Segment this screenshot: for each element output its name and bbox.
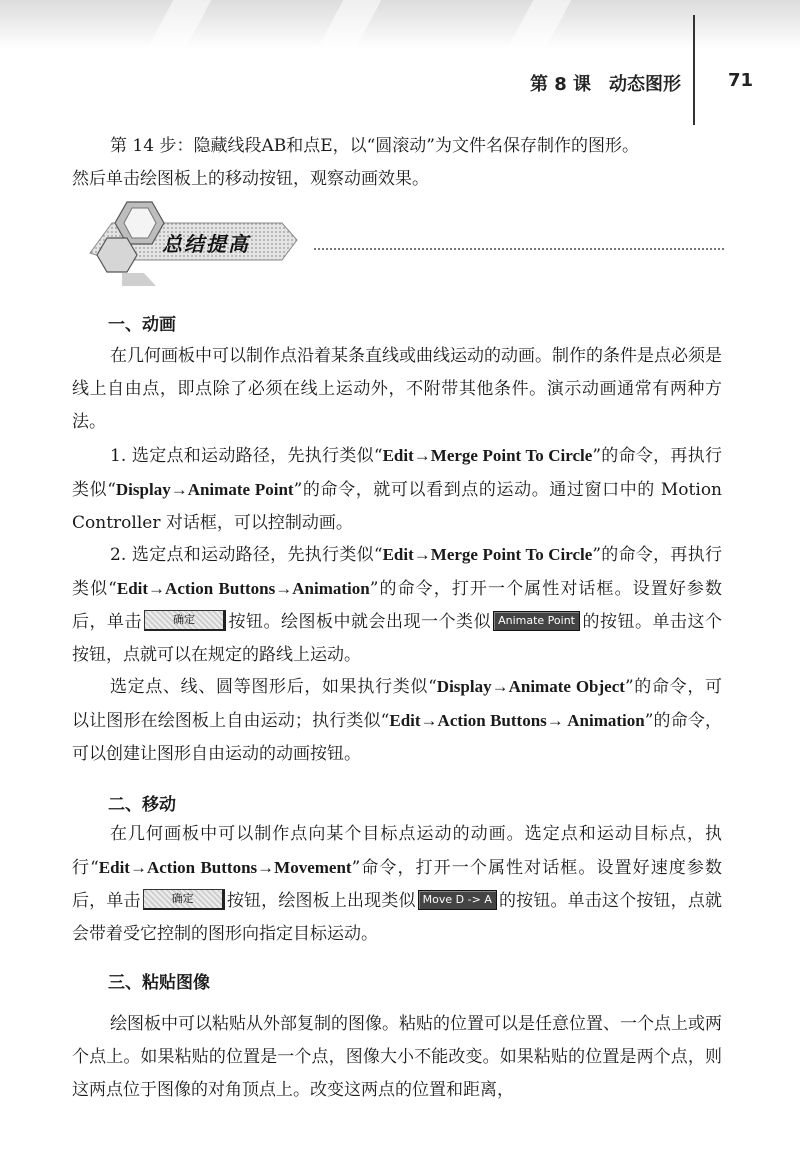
section1-heading: 一、动画 [108, 315, 176, 335]
step14-paragraph [72, 130, 722, 196]
step14-line1: 第 14 步：隐藏线段AB和点E，以“圆滚动”为文件名保存制作的图形。 [110, 136, 639, 156]
method1-paragraph [72, 439, 722, 540]
method2-text-e: 的按钮。单击这个按钮，点就可以在规定的路线上运动。 [72, 612, 723, 665]
method2-text-d: 按钮。绘图板中就会出现一个类似 [228, 612, 492, 632]
object-anim-text-b: ”的命令，可以让图形在绘图板上自由运动；执行类似“ [72, 677, 722, 731]
movement-text-d: 的按钮。单击这个按钮，点就会带着受它控制的图形向指定目标运动。 [72, 891, 723, 944]
chapter-title: 第 8 课 动态图形 [530, 74, 682, 95]
page-number: 71 [728, 70, 754, 91]
section1-intro [72, 340, 722, 439]
method2-paragraph [72, 538, 722, 672]
method2-text-c: ”的命令，打开一个属性对话框。设置好参数后，单击 [72, 579, 722, 632]
command-merge-point: Edit→Merge Point To Circle [382, 446, 593, 465]
section2-paragraph [72, 818, 722, 951]
section2-heading: 二、移动 [108, 795, 176, 815]
banner-title: 总结提高 [162, 232, 250, 256]
section1-intro-text: 在几何画板中可以制作点沿着某条直线或曲线运动的动画。制作的条件是点必须是线上自由点，即点除了必须在线上运动外，不附带其他条件。演示动画通常有两种方法。 [72, 346, 722, 432]
method1-text-c: ”的命令，就可以看到点的运动。通过窗口中的 Motion Controller 对话框，可以控制动画。 [72, 480, 722, 533]
step14-line2: 然后单击绘图板上的移动按钮，观察动画效果。 [72, 169, 429, 189]
object-animation-paragraph [72, 670, 722, 771]
move-button-image: Move D -> A [418, 890, 497, 910]
command-animate-point: Display→Animate Point [115, 480, 294, 499]
command-action-animation-2: Edit→Action Buttons→ Animation [389, 711, 645, 730]
movement-text-b: ”命令，打开一个属性对话框。设置好速度参数后，单击 [72, 858, 722, 911]
ok-button-image-2: 确定 [143, 889, 225, 910]
animate-point-button-image: Animate Point [493, 611, 580, 631]
banner-dotted-line [314, 248, 724, 250]
section3-paragraph [72, 1008, 722, 1107]
command-animate-object: Display→Animate Object [436, 677, 625, 696]
top-decorative-band [0, 0, 800, 50]
command-action-animation: Edit→Action Buttons→Animation [116, 579, 370, 598]
object-anim-text-a: 选定点、线、圆等图形后，如果执行类似“ [110, 677, 437, 697]
command-merge-point-2: Edit→Merge Point To Circle [382, 545, 593, 564]
method2-text-a: 2. 选定点和运动路径，先执行类似“ [110, 545, 383, 565]
method1-text-a: 1. 选定点和运动路径，先执行类似“ [110, 446, 383, 466]
page-header [480, 70, 760, 100]
method1-text-b: ”的命令，再执行类似“ [72, 446, 722, 500]
movement-text-c: 按钮，绘图板上出现类似 [226, 891, 416, 911]
command-action-movement: Edit→Action Buttons→Movement [98, 858, 352, 877]
section3-heading: 三、粘贴图像 [108, 973, 210, 993]
method2-text-b: ”的命令，再执行类似“ [72, 545, 722, 599]
paste-image-text: 绘图板中可以粘贴从外部复制的图像。粘贴的位置可以是任意位置、一个点上或两个点上。如果粘贴的位置是一个点，图像大小不能改变。如果粘贴的位置是两个点，则这两点位于图像的对角顶点上。改变这两点的位置和距离， [72, 1014, 722, 1100]
object-anim-text-c: ”的命令，可以创建让图形自由运动的动画按钮。 [72, 711, 722, 764]
summary-banner [82, 198, 732, 288]
ok-button-image: 确定 [144, 610, 226, 631]
movement-text-a: 在几何画板中可以制作点向某个目标点运动的动画。选定点和运动目标点，执行“ [72, 824, 722, 878]
header-divider [693, 15, 695, 125]
